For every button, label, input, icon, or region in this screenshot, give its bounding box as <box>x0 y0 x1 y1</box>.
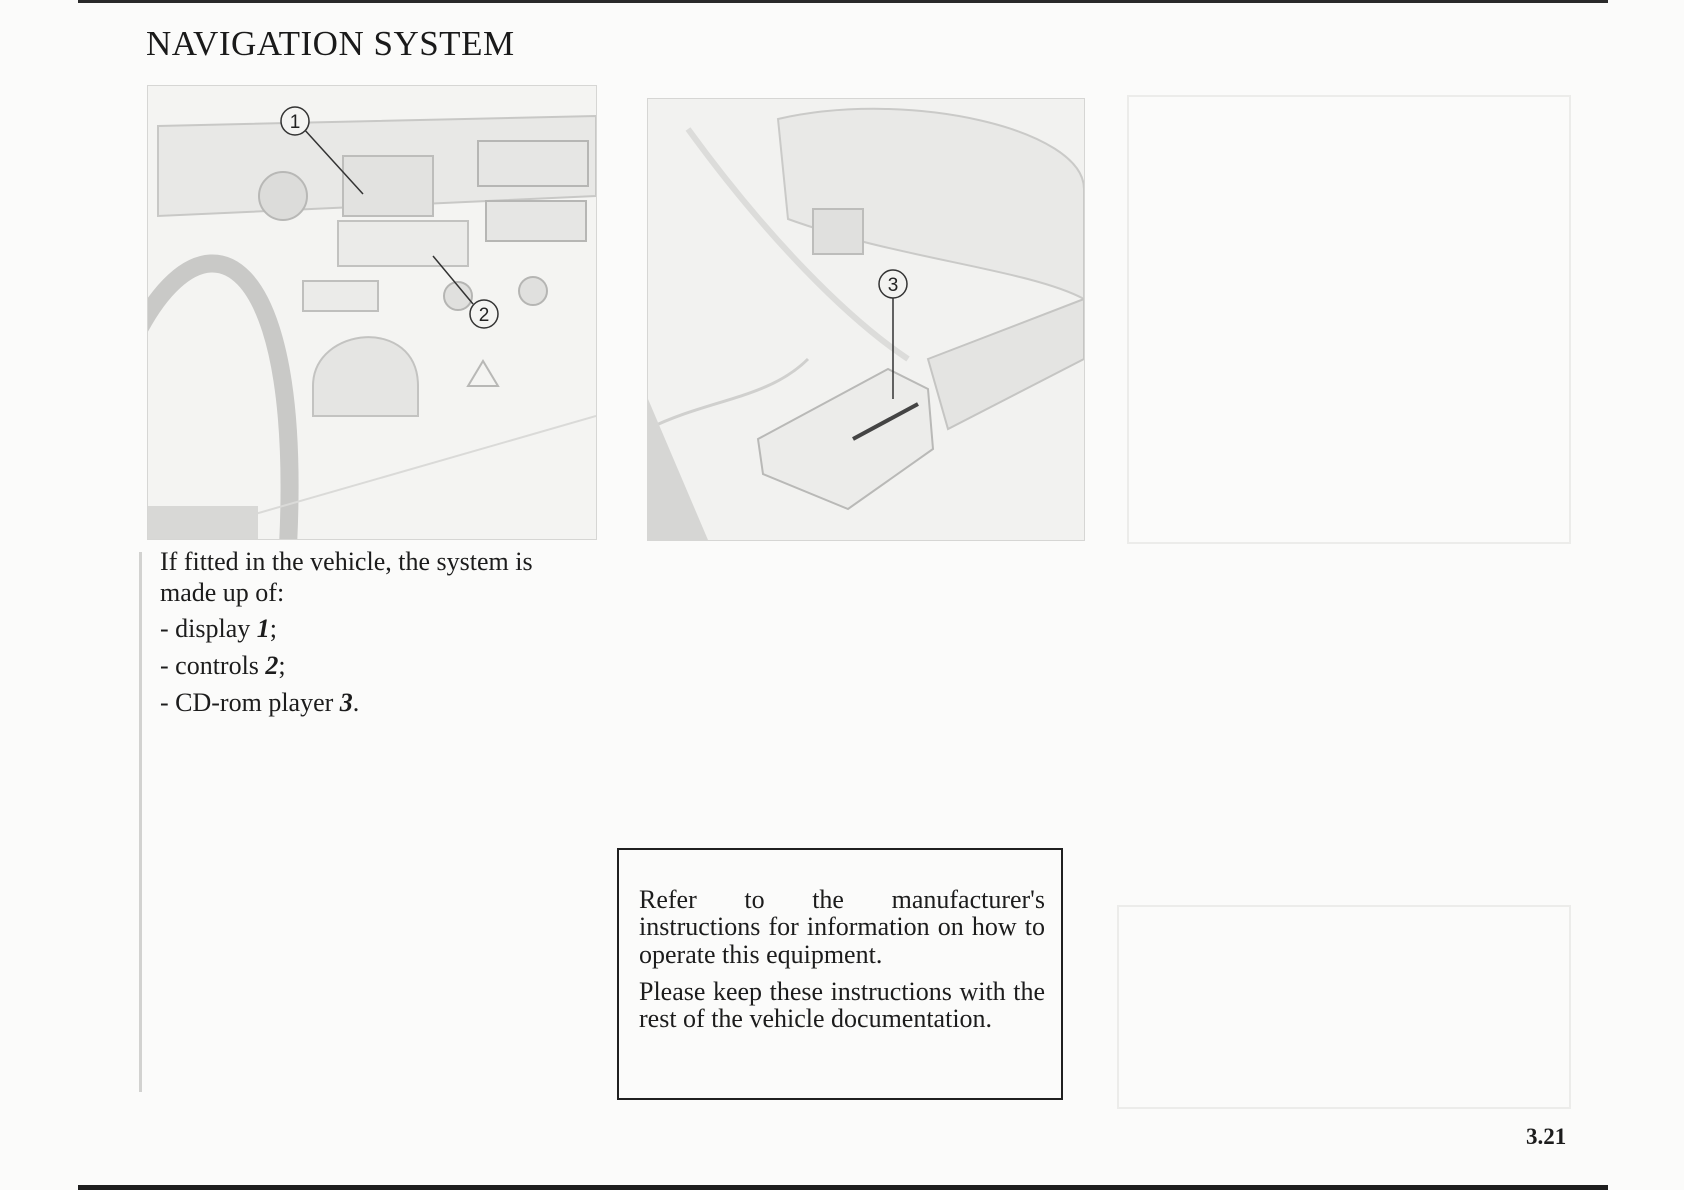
bleed-through-frame <box>1117 905 1571 1109</box>
figure-callout-3: 3 <box>887 275 899 296</box>
list-item-cd-rom: - CD-rom player 3. <box>160 687 360 717</box>
note-paragraph-2: Please keep these instructions with the rest of the vehicle documentation. <box>639 976 1045 1034</box>
system-description <box>160 547 585 718</box>
list-item-controls: - controls 2; <box>160 651 286 681</box>
page-title: NAVIGATION SYSTEM <box>146 24 515 63</box>
figure-callout-2: 2 <box>478 305 490 326</box>
note-paragraph-1: Refer to the manufacturer's instructions for information on how to operate this equipment. <box>639 885 1045 969</box>
page-number: 3.21 <box>1526 1124 1567 1149</box>
dashboard-illustration <box>148 86 596 539</box>
top-rule <box>78 0 1608 3</box>
margin-bar <box>139 552 142 1092</box>
dashboard-photo <box>147 85 597 540</box>
figure-callout-1: 1 <box>289 112 301 133</box>
list-item-display: - display 1; <box>160 614 277 644</box>
manufacturer-note-box <box>617 848 1063 1100</box>
cd-rom-player-photo <box>647 98 1085 541</box>
bleed-through-frame <box>1127 95 1571 544</box>
intro-text: If fitted in the vehicle, the system is made up of: <box>160 547 533 607</box>
cd-rom-player-illustration <box>648 99 1084 540</box>
bottom-rule <box>78 1185 1608 1190</box>
